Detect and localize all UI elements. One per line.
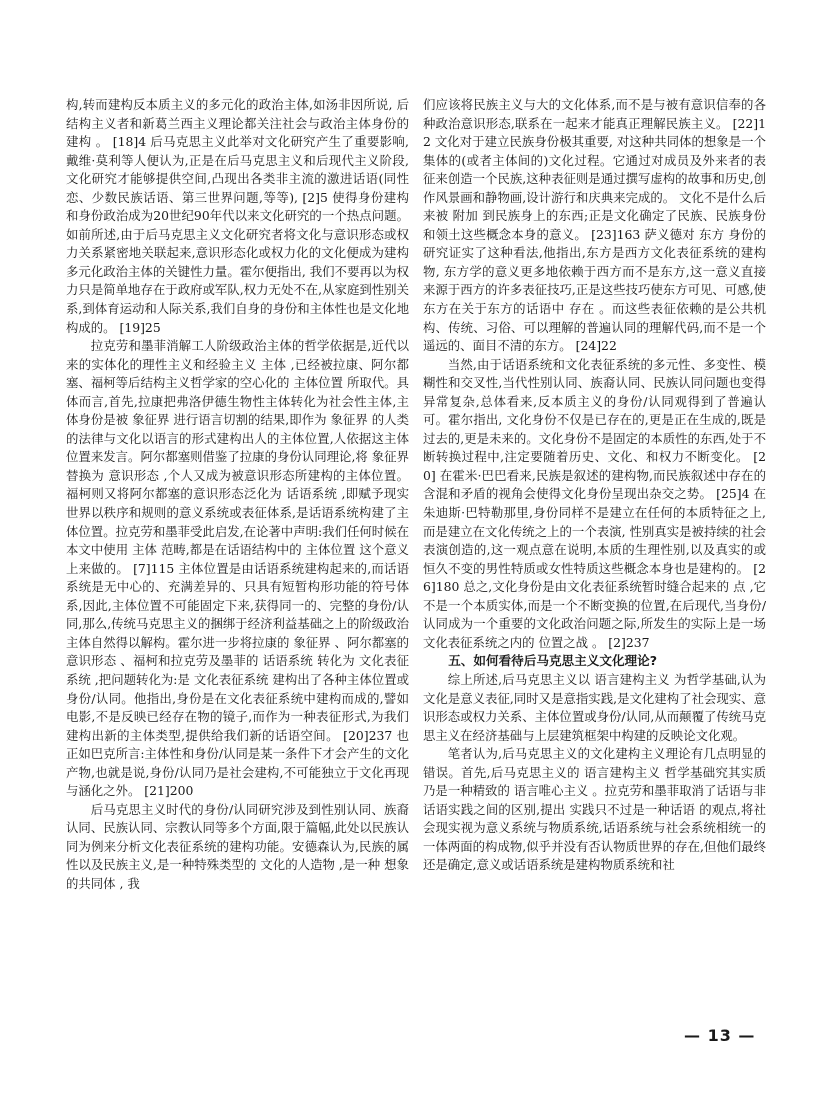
- paragraph: 综上所述,后马克思主义以 语言建构主义 为哲学基础,认为文化是意义表征,同时又是意指实践,是文化建构了社会现实、意识形态或权力关系、主体位置或身份/认同,从而颠覆了传统马克思主义在经济基础与上层建筑框架中构建的反映论文化观。: [423, 671, 766, 743]
- left-column: [66, 96, 409, 1078]
- paragraph: 当然,由于话语系统和文化表征系统的多元性、多变性、模糊性和交叉性,当代性别认同、族裔认同、民族认同问题也变得异常复杂,总体看来,反本质主义的身份/认同观得到了普遍认可。霍尔指出, 文化身份不仅是已存在的,更是正在生成的,既是过去的,更是未来的。文化身份不是固定的本质性的东西,处于不断转换过程中,注定要随着历史、文化、和权力不断变化。 [20] 在霍米·巴巴看来,民族是叙述的建构物,而民族叙述中存在的含混和矛盾的视角会使得文化身份呈现出杂交之势。 [25]4 在朱迪斯·巴特勒那里,身份同样不是建立在任何的本质特征之上,而是建立在文化传统之上的一个表演, 性别真实是被持续的社会表演创造的,这一观点意在说明,本质的生理性别,以及真实的或恒久不变的男性特质或女性特质这些概念本身也是建构的。 [26]180 总之,文化身份是由文化表征系统暂时缝合起来的 点 ,它不是一个本质实体,而是一个不断变换的位置,在后现代,当身份/认同成为一个重要的文化政治问题之际,所发生的实际上是一场文化表征系统之内的 位置之战 。 [2]237: [423, 356, 766, 650]
- paragraph: 们应该将民族主义与大的文化体系,而不是与被有意识信奉的各种政治意识形态,联系在一起来才能真正理解民族主义。 [22]12 文化对于建立民族身份极其重要, 对这种共同体的想象是一个集体的(或者主体间的)文化过程。它通过对成员及外来者的表征来创造一个民族,这种表征则是通过撰写虚构的故事和历史,创作风景画和静物画,设计游行和庆典来完成的。 文化不是什么后来被 附加 到民族身上的东西;正是文化确定了民族、民族身份和领土这些概念本身的意义。 [23]163 萨义德对 东方 身份的研究证实了这种看法,他指出,东方是西方文化表征系统的建构物, 东方学的意义更多地依赖于西方而不是东方,这一意义直接来源于西方的许多表征技巧,正是这些技巧使东方可见、可感,使东方在关于东方的话语中 存在 。而这些表征依赖的是公共机构、传统、习俗、可以理解的普遍认同的理解代码,而不是一个遥远的、面目不清的东方。 [24]22: [423, 97, 766, 354]
- paragraph: 后马克思主义时代的身份/认同研究涉及到性别认同、族裔认同、民族认同、宗教认同等多个方面,限于篇幅,此处以民族认同为例来分析文化表征系统的建构功能。安德森认为,民族的属性以及民族主义,是一种特殊类型的 文化的人造物 ,是一种 想象的共同体 , 我: [66, 801, 409, 891]
- paragraph: 笔者认为,后马克思主义的文化建构主义理论有几点明显的错误。首先,后马克思主义的 语言建构主义 哲学基础究其实质乃是一种精致的 语言唯心主义 。拉克劳和墨菲取消了话语与非话语实践之间的区别,提出 实践只不过是一种话语 的观点,将社会现实视为意义系统与物质系统,话语系统与社会系统相统一的一体两面的构成物,似乎并没有否认物质世界的存在,但他们最终还是确定,意义或话语系统是建构物质系统和社: [423, 746, 766, 873]
- right-column: [423, 96, 766, 876]
- page-number: — 13 —: [684, 1026, 756, 1045]
- paragraph: 拉克劳和墨菲消解工人阶级政治主体的哲学依据是,近代以来的实体化的理性主义和经验主义 主体 ,已经被拉康、阿尔都塞、福柯等后结构主义哲学家的空心化的 主体位置 所取代。具体而言,首先,拉康把弗洛伊德生物性主体转化为社会性主体,主体身份是被 象征界 进行语言切割的结果,即作为 象征界 的人类的法律与文化以语言的形式建构出人的主体位置,人依据这主体位置来发言。阿尔都塞则借鉴了拉康的身份认同理论,将 象征界 替换为 意识形态 ,个人又成为被意识形态所建构的主体位置。福柯则又将阿尔都塞的意识形态泛化为 话语系统 ,即赋予现实世界以秩序和规则的意义系统或表征体系,是话语系统构建了主体位置。拉克劳和墨菲受此启发,在论著中声明:我们任何时候在本文中使用 主体 范畴,都是在话语结构中的 主体位置 这个意义上来做的。 [7]115 主体位置是由话语系统建构起来的,而话语系统是无中心的、充满差异的、只具有短暂构形功能的符号体系,因此,主体位置不可能固定下来,获得同一的、完整的身份/认同,那么,传统马克思主义的捆绑于经济利益基础之上的阶级政治主体自然得以解构。霍尔进一步将拉康的 象征界 、阿尔都塞的 意识形态 、福柯和拉克劳及墨菲的 话语系统 转化为 文化表征系统 ,把问题转化为:是 文化表征系统 建构出了各种主体位置或身份/认同。他指出,身份是在文化表征系统中建构而成的,譬如电影,不是反映已经存在物的镜子,而作为一种表征形式,为我们建构出新的主体类型,提供给我们新的话语空间。 [20]237 也正如巴克所言:主体性和身份/认同是某一条件下才会产生的文化产物,也就是说,身份/认同乃是社会建构,不可能独立于文化再现与涵化之外。 [21]200: [66, 338, 409, 799]
- paragraph: 构,转而建构反本质主义的多元化的政治主体,如汤非因所说, 后结构主义者和新葛兰西主义理论都关注社会与政治主体身份的建构 。 [18]4 后马克思主义此举对文化研究产生了重要影响,戴维·莫利等人便认为,正是在后马克思主义和后现代主义阶段,文化研究才能够提供空间,凸现出各类非主流的激进话语(同性恋、少数民族话语、第三世界问题,等等), [2]5 使得身份建构和身份政治成为20世纪90年代以来文化研究的一个热点问题。如前所述,由于后马克思主义文化研究者将文化与意识形态或权力关系紧密地关联起来,意识形态化或权力化的文化便成为建构多元化政治主体的关键性力量。霍尔便指出, 我们不要再以为权力只是简单地存在于政府或军队,权力无处不在,从家庭到性别关系,到体育运动和人际关系,我们自身的身份和主体性也是文化地构成的。 [19]25: [66, 97, 409, 335]
- section-heading: 五、如何看待后马克思主义文化理论?: [448, 653, 657, 669]
